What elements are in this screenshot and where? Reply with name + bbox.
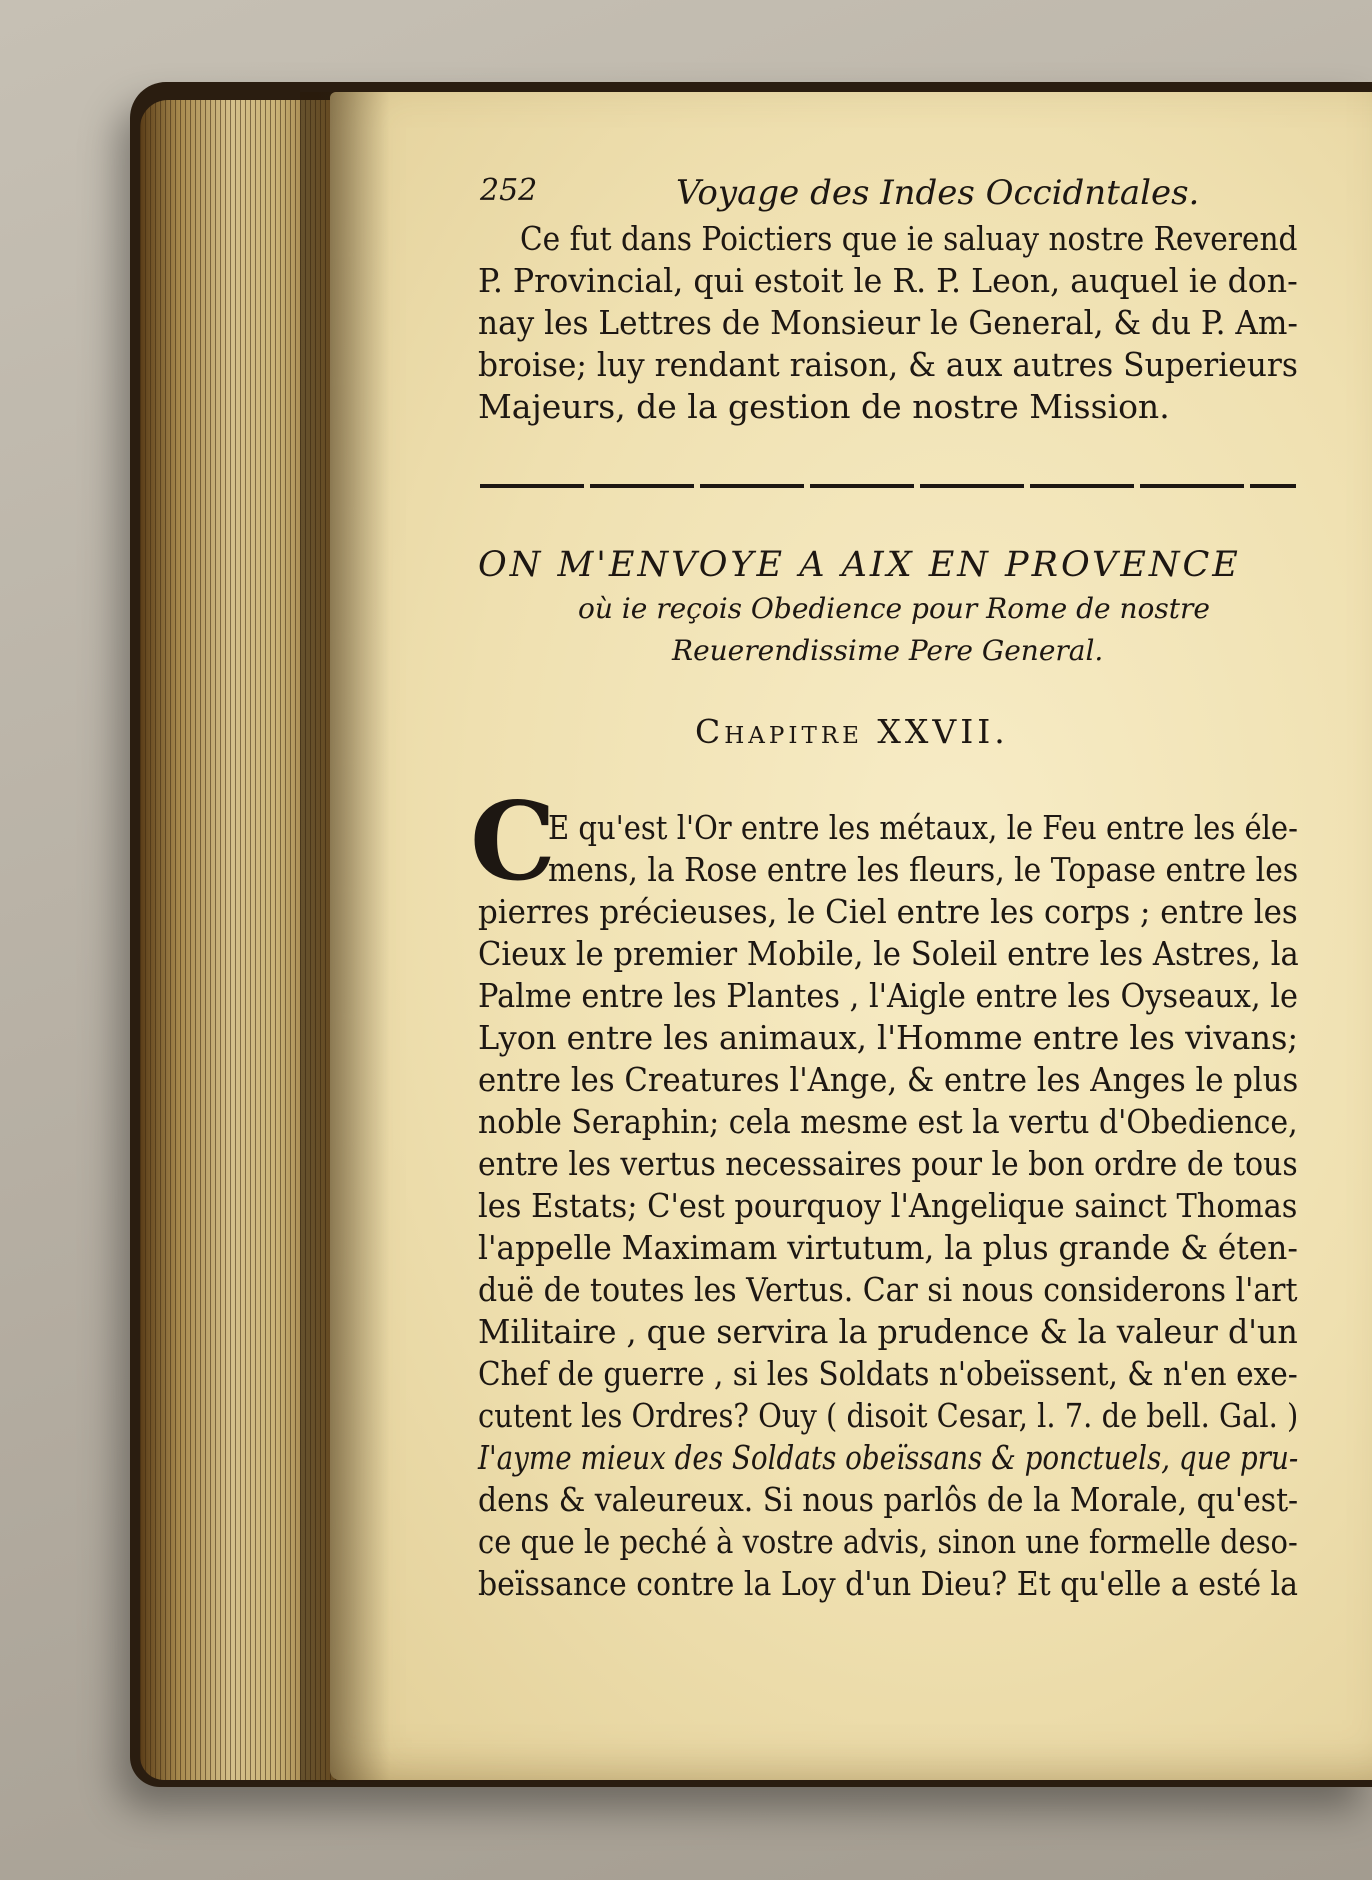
page-edges: [140, 100, 360, 1780]
chapter-number: Chapitre XXVII.: [695, 712, 1009, 751]
text-line: pierres précieuses, le Ciel entre les corps ; entre les: [478, 892, 1298, 931]
text-line: mens, la Rose entre les fleurs, le Topase entre les: [548, 850, 1299, 889]
text-line: entre les Creatures l'Ange, & entre les Anges le plus: [478, 1060, 1299, 1099]
drop-cap: C: [470, 779, 556, 905]
text-line: Lyon entre les animaux, l'Homme entre les vivans;: [478, 1018, 1299, 1057]
text-line: Palme entre les Plantes , l'Aigle entre les Oyseaux, le: [478, 976, 1298, 1015]
text-line: Majeurs, de la gestion de nostre Mission.: [478, 387, 1170, 426]
text-line: duë de toutes les Vertus. Car si nous considerons l'art: [478, 1270, 1298, 1309]
running-title: Voyage des Indes Occidntales.: [676, 173, 1200, 213]
text-line: E qu'est l'Or entre les métaux, le Feu entre les éle-: [548, 808, 1298, 847]
text-line: I'ayme mieux des Soldats obeïssans & ponctuels, que pru-: [478, 1438, 1299, 1477]
chapter-subtitle-line: Reuerendissime Pere General.: [672, 634, 1104, 667]
text-line: Militaire , que servira la prudence & la valeur d'un: [478, 1312, 1298, 1351]
text-line: les Estats; C'est pourquoy l'Angelique sainct Thomas: [478, 1186, 1298, 1225]
section-divider: [480, 484, 1296, 488]
page-number: 252: [480, 173, 538, 208]
text-line: Cieux le premier Mobile, le Soleil entre les Astres, la: [478, 934, 1299, 973]
text-line: broise; luy rendant raison, & aux autres Superieurs: [478, 345, 1298, 384]
text-line: Chef de guerre , si les Soldats n'obeïssent, & n'en exe-: [478, 1354, 1298, 1393]
text-line: cutent les Ordres? Ouy ( disoit Cesar, l. 7. de bell. Gal. ): [478, 1396, 1299, 1435]
text-line: dens & valeureux. Si nous parlôs de la Morale, qu'est-: [478, 1480, 1299, 1519]
text-line: l'appelle Maximam virtutum, la plus grande & éten-: [478, 1228, 1298, 1267]
text-line: beïssance contre la Loy d'un Dieu? Et qu'elle a esté la: [478, 1564, 1298, 1603]
chapter-subtitle-line: où ie reçois Obedience pour Rome de nostre: [578, 592, 1210, 625]
text-line: nay les Lettres de Monsieur le General, & du P. Am-: [478, 303, 1298, 342]
text-line: noble Seraphin; cela mesme est la vertu d'Obedience,: [478, 1102, 1298, 1141]
chapter-title: ON M'ENVOYE A AIX EN PROVENCE: [478, 545, 1241, 585]
text-line: P. Provincial, qui estoit le R. P. Leon, auquel ie don-: [478, 261, 1298, 300]
text-line: Ce fut dans Poictiers que ie saluay nostre Reverend: [520, 219, 1298, 258]
text-line: ce que le peché à vostre advis, sinon une formelle deso-: [478, 1522, 1298, 1561]
text-line: entre les vertus necessaires pour le bon ordre de tous: [478, 1144, 1298, 1183]
